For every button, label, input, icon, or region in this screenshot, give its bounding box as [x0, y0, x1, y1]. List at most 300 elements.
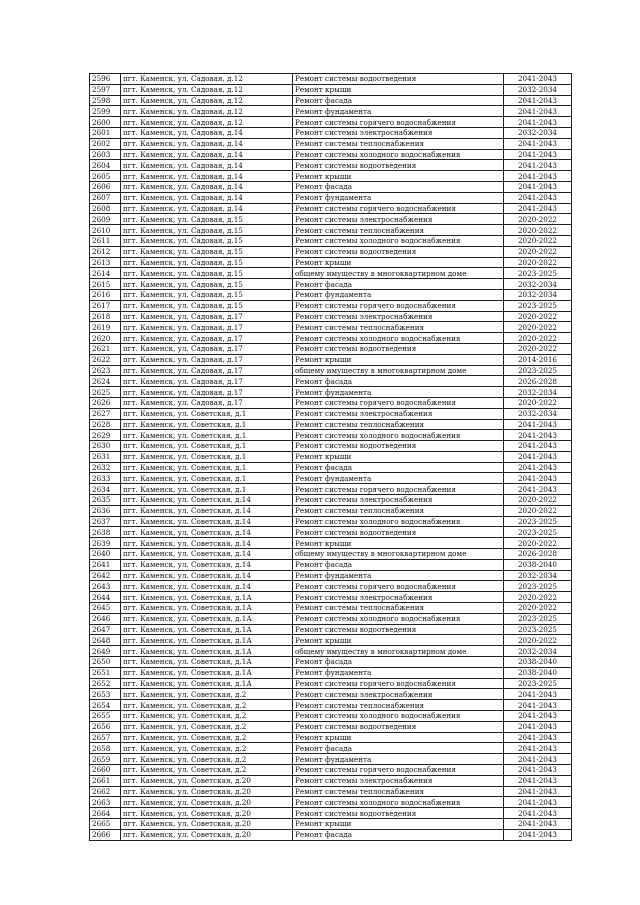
table-row [90, 246, 572, 257]
house-address-cell: пгт. Каменск, ул. Садовая, д.12 [121, 95, 293, 106]
row-number-cell: 2658 [90, 743, 121, 754]
repair-period-cell: 2041-2043 [504, 138, 572, 149]
row-number-cell: 2602 [90, 138, 121, 149]
table-row [90, 732, 572, 743]
repair-period-cell: 2020-2022 [504, 592, 572, 603]
repair-type-cell: Ремонт системы горячего водоснабжения [293, 484, 504, 495]
row-number-cell: 2600 [90, 117, 121, 128]
row-number-cell: 2606 [90, 181, 121, 192]
row-number-cell: 2662 [90, 786, 121, 797]
house-address-cell: пгт. Каменск, ул. Советская, д.2 [121, 689, 293, 700]
house-address-cell: пгт. Каменск, ул. Садовая, д.14 [121, 138, 293, 149]
house-address-cell: пгт. Каменск, ул. Советская, д.2 [121, 732, 293, 743]
row-number-cell: 2649 [90, 646, 121, 657]
repair-period-cell: 2023-2025 [504, 624, 572, 635]
house-address-cell: пгт. Каменск, ул. Садовая, д.17 [121, 354, 293, 365]
row-number-cell: 2665 [90, 818, 121, 829]
repair-period-cell: 2041-2043 [504, 171, 572, 182]
house-address-cell: пгт. Каменск, ул. Садовая, д.15 [121, 225, 293, 236]
house-address-cell: пгт. Каменск, ул. Советская, д.2 [121, 721, 293, 732]
table-row [90, 235, 572, 246]
repair-type-cell: Ремонт системы холодного водоснабжения [293, 711, 504, 722]
repair-period-cell: 2041-2043 [504, 441, 572, 452]
repair-type-cell: Ремонт крыши [293, 635, 504, 646]
repair-type-cell: Ремонт фундамента [293, 106, 504, 117]
repair-period-cell: 2041-2043 [504, 732, 572, 743]
repair-type-cell: Ремонт системы холодного водоснабжения [293, 613, 504, 624]
repair-type-cell: Ремонт фасада [293, 743, 504, 754]
repair-type-cell: Ремонт фундамента [293, 473, 504, 484]
row-number-cell: 2639 [90, 538, 121, 549]
table-row [90, 203, 572, 214]
repair-type-cell: Ремонт системы электроснабжения [293, 592, 504, 603]
repair-period-cell: 2020-2022 [504, 538, 572, 549]
row-number-cell: 2623 [90, 365, 121, 376]
house-address-cell: пгт. Каменск, ул. Садовая, д.17 [121, 322, 293, 333]
house-address-cell: пгт. Каменск, ул. Советская, д.1 [121, 473, 293, 484]
row-number-cell: 2663 [90, 797, 121, 808]
repair-type-cell: Ремонт системы горячего водоснабжения [293, 203, 504, 214]
repair-type-cell: Ремонт системы водоотведения [293, 624, 504, 635]
table-row [90, 225, 572, 236]
table-row [90, 711, 572, 722]
table-row [90, 657, 572, 668]
table-row [90, 721, 572, 732]
house-address-cell: пгт. Каменск, ул. Советская, д.14 [121, 559, 293, 570]
house-address-cell: пгт. Каменск, ул. Садовая, д.14 [121, 192, 293, 203]
house-address-cell: пгт. Каменск, ул. Советская, д.1 [121, 484, 293, 495]
table-row [90, 451, 572, 462]
row-number-cell: 2620 [90, 333, 121, 344]
table-row [90, 538, 572, 549]
repair-type-cell: Ремонт системы горячего водоснабжения [293, 117, 504, 128]
house-address-cell: пгт. Каменск, ул. Садовая, д.15 [121, 257, 293, 268]
repair-period-cell: 2020-2022 [504, 246, 572, 257]
house-address-cell: пгт. Каменск, ул. Садовая, д.12 [121, 84, 293, 95]
row-number-cell: 2611 [90, 235, 121, 246]
repair-period-cell: 2032-2034 [504, 127, 572, 138]
table-row [90, 624, 572, 635]
row-number-cell: 2608 [90, 203, 121, 214]
house-address-cell: пгт. Каменск, ул. Советская, д.1 [121, 430, 293, 441]
table-row [90, 765, 572, 776]
table-row [90, 775, 572, 786]
row-number-cell: 2617 [90, 300, 121, 311]
house-address-cell: пгт. Каменск, ул. Садовая, д.14 [121, 171, 293, 182]
row-number-cell: 2615 [90, 279, 121, 290]
row-number-cell: 2636 [90, 505, 121, 516]
repair-type-cell: Ремонт фундамента [293, 289, 504, 300]
row-number-cell: 2634 [90, 484, 121, 495]
repair-type-cell: Ремонт крыши [293, 354, 504, 365]
row-number-cell: 2605 [90, 171, 121, 182]
house-address-cell: пгт. Каменск, ул. Советская, д.14 [121, 527, 293, 538]
row-number-cell: 2646 [90, 613, 121, 624]
repair-type-cell: Ремонт системы теплоснабжения [293, 700, 504, 711]
repair-type-cell: общему имуществу в многоквартирном доме [293, 365, 504, 376]
row-number-cell: 2622 [90, 354, 121, 365]
table-row [90, 603, 572, 614]
repair-type-cell: Ремонт фундамента [293, 570, 504, 581]
row-number-cell: 2626 [90, 397, 121, 408]
repair-type-cell: общему имуществу в многоквартирном доме [293, 549, 504, 560]
row-number-cell: 2601 [90, 127, 121, 138]
repair-period-cell: 2020-2022 [504, 495, 572, 506]
house-address-cell: пгт. Каменск, ул. Советская, д.20 [121, 829, 293, 840]
table-row [90, 678, 572, 689]
house-address-cell: пгт. Каменск, ул. Советская, д.1 [121, 408, 293, 419]
row-number-cell: 2641 [90, 559, 121, 570]
table-row [90, 635, 572, 646]
repair-type-cell: Ремонт системы холодного водоснабжения [293, 797, 504, 808]
repair-period-cell: 2041-2043 [504, 149, 572, 160]
repair-type-cell: Ремонт фасада [293, 462, 504, 473]
table-row [90, 376, 572, 387]
house-address-cell: пгт. Каменск, ул. Советская, д.20 [121, 786, 293, 797]
table-row [90, 592, 572, 603]
table-row [90, 311, 572, 322]
row-number-cell: 2607 [90, 192, 121, 203]
table-row [90, 516, 572, 527]
table-row [90, 84, 572, 95]
row-number-cell: 2650 [90, 657, 121, 668]
repair-period-cell: 2020-2022 [504, 397, 572, 408]
house-address-cell: пгт. Каменск, ул. Советская, д.14 [121, 549, 293, 560]
house-address-cell: пгт. Каменск, ул. Садовая, д.15 [121, 279, 293, 290]
repair-type-cell: Ремонт системы электроснабжения [293, 127, 504, 138]
house-address-cell: пгт. Каменск, ул. Советская, д.1А [121, 678, 293, 689]
repair-period-cell: 2023-2025 [504, 516, 572, 527]
repair-type-cell: Ремонт системы холодного водоснабжения [293, 149, 504, 160]
repair-type-cell: Ремонт системы водоотведения [293, 808, 504, 819]
row-number-cell: 2645 [90, 603, 121, 614]
repair-period-cell: 2020-2022 [504, 603, 572, 614]
table-row [90, 289, 572, 300]
row-number-cell: 2614 [90, 268, 121, 279]
repair-period-cell: 2020-2022 [504, 257, 572, 268]
table-row [90, 160, 572, 171]
house-address-cell: пгт. Каменск, ул. Советская, д.2 [121, 743, 293, 754]
table-row [90, 570, 572, 581]
repair-period-cell: 2041-2043 [504, 829, 572, 840]
row-number-cell: 2664 [90, 808, 121, 819]
house-address-cell: пгт. Каменск, ул. Советская, д.1 [121, 441, 293, 452]
repair-period-cell: 2041-2043 [504, 786, 572, 797]
repair-period-cell: 2041-2043 [504, 721, 572, 732]
repair-period-cell: 2032-2034 [504, 84, 572, 95]
table-row [90, 829, 572, 840]
repair-period-cell: 2020-2022 [504, 235, 572, 246]
table-row [90, 171, 572, 182]
repair-period-cell: 2038-2040 [504, 657, 572, 668]
house-address-cell: пгт. Каменск, ул. Садовая, д.14 [121, 203, 293, 214]
repair-period-cell: 2023-2025 [504, 268, 572, 279]
row-number-cell: 2638 [90, 527, 121, 538]
repair-type-cell: Ремонт системы электроснабжения [293, 408, 504, 419]
repair-type-cell: Ремонт системы горячего водоснабжения [293, 678, 504, 689]
repair-period-cell: 2023-2025 [504, 613, 572, 624]
house-address-cell: пгт. Каменск, ул. Советская, д.1А [121, 646, 293, 657]
table-body [90, 74, 572, 841]
repair-type-cell: Ремонт системы водоотведения [293, 721, 504, 732]
repair-period-cell: 2041-2043 [504, 711, 572, 722]
repair-type-cell: Ремонт системы теплоснабжения [293, 225, 504, 236]
repair-type-cell: Ремонт фундамента [293, 667, 504, 678]
repair-period-cell: 2041-2043 [504, 473, 572, 484]
house-address-cell: пгт. Каменск, ул. Советская, д.20 [121, 797, 293, 808]
repair-type-cell: Ремонт системы электроснабжения [293, 775, 504, 786]
row-number-cell: 2621 [90, 343, 121, 354]
row-number-cell: 2644 [90, 592, 121, 603]
table-row [90, 505, 572, 516]
table-row [90, 268, 572, 279]
row-number-cell: 2596 [90, 74, 121, 85]
house-address-cell: пгт. Каменск, ул. Советская, д.2 [121, 700, 293, 711]
row-number-cell: 2627 [90, 408, 121, 419]
repair-period-cell: 2020-2022 [504, 311, 572, 322]
house-address-cell: пгт. Каменск, ул. Советская, д.2 [121, 754, 293, 765]
table-row [90, 279, 572, 290]
repair-type-cell: Ремонт системы электроснабжения [293, 495, 504, 506]
house-address-cell: пгт. Каменск, ул. Садовая, д.15 [121, 289, 293, 300]
repair-period-cell: 2041-2043 [504, 192, 572, 203]
row-number-cell: 2597 [90, 84, 121, 95]
repair-type-cell: Ремонт системы холодного водоснабжения [293, 333, 504, 344]
repair-type-cell: Ремонт системы горячего водоснабжения [293, 765, 504, 776]
row-number-cell: 2655 [90, 711, 121, 722]
repair-type-cell: Ремонт крыши [293, 818, 504, 829]
house-address-cell: пгт. Каменск, ул. Советская, д.20 [121, 775, 293, 786]
repair-period-cell: 2041-2043 [504, 797, 572, 808]
row-number-cell: 2630 [90, 441, 121, 452]
house-address-cell: пгт. Каменск, ул. Советская, д.1А [121, 624, 293, 635]
house-address-cell: пгт. Каменск, ул. Советская, д.2 [121, 711, 293, 722]
house-address-cell: пгт. Каменск, ул. Садовая, д.12 [121, 117, 293, 128]
repair-type-cell: Ремонт системы водоотведения [293, 246, 504, 257]
house-address-cell: пгт. Каменск, ул. Советская, д.1 [121, 419, 293, 430]
repair-period-cell: 2026-2028 [504, 376, 572, 387]
table-row [90, 181, 572, 192]
repair-type-cell: Ремонт фундамента [293, 192, 504, 203]
repair-period-cell: 2041-2043 [504, 74, 572, 85]
house-address-cell: пгт. Каменск, ул. Садовая, д.12 [121, 106, 293, 117]
table-row [90, 786, 572, 797]
table-row [90, 484, 572, 495]
row-number-cell: 2613 [90, 257, 121, 268]
house-address-cell: пгт. Каменск, ул. Садовая, д.17 [121, 387, 293, 398]
repair-period-cell: 2041-2043 [504, 818, 572, 829]
repair-period-cell: 2032-2034 [504, 570, 572, 581]
table-row [90, 192, 572, 203]
row-number-cell: 2619 [90, 322, 121, 333]
repair-type-cell: Ремонт фасада [293, 376, 504, 387]
row-number-cell: 2648 [90, 635, 121, 646]
repair-type-cell: Ремонт системы теплоснабжения [293, 505, 504, 516]
house-address-cell: пгт. Каменск, ул. Советская, д.1А [121, 635, 293, 646]
table-row [90, 214, 572, 225]
house-address-cell: пгт. Каменск, ул. Садовая, д.17 [121, 376, 293, 387]
house-address-cell: пгт. Каменск, ул. Советская, д.14 [121, 505, 293, 516]
repair-period-cell: 2020-2022 [504, 225, 572, 236]
table-row [90, 387, 572, 398]
row-number-cell: 2647 [90, 624, 121, 635]
row-number-cell: 2661 [90, 775, 121, 786]
table-row [90, 343, 572, 354]
row-number-cell: 2610 [90, 225, 121, 236]
table-row [90, 613, 572, 624]
house-address-cell: пгт. Каменск, ул. Советская, д.1А [121, 667, 293, 678]
table-row [90, 441, 572, 452]
repair-type-cell: Ремонт крыши [293, 257, 504, 268]
table-row [90, 743, 572, 754]
repair-period-cell: 2020-2022 [504, 333, 572, 344]
repair-type-cell: Ремонт фасада [293, 95, 504, 106]
repair-type-cell: Ремонт системы теплоснабжения [293, 603, 504, 614]
row-number-cell: 2652 [90, 678, 121, 689]
repair-period-cell: 2032-2034 [504, 387, 572, 398]
repair-type-cell: Ремонт системы теплоснабжения [293, 419, 504, 430]
repair-period-cell: 2041-2043 [504, 700, 572, 711]
house-address-cell: пгт. Каменск, ул. Советская, д.14 [121, 538, 293, 549]
table-row [90, 365, 572, 376]
house-address-cell: пгт. Каменск, ул. Советская, д.14 [121, 495, 293, 506]
row-number-cell: 2651 [90, 667, 121, 678]
repair-type-cell: Ремонт системы электроснабжения [293, 214, 504, 225]
house-address-cell: пгт. Каменск, ул. Советская, д.2 [121, 765, 293, 776]
house-address-cell: пгт. Каменск, ул. Советская, д.14 [121, 516, 293, 527]
table-row [90, 495, 572, 506]
house-address-cell: пгт. Каменск, ул. Садовая, д.17 [121, 397, 293, 408]
repair-period-cell: 2020-2022 [504, 322, 572, 333]
house-address-cell: пгт. Каменск, ул. Садовая, д.15 [121, 268, 293, 279]
table-row [90, 354, 572, 365]
row-number-cell: 2631 [90, 451, 121, 462]
repair-period-cell: 2038-2040 [504, 667, 572, 678]
row-number-cell: 2604 [90, 160, 121, 171]
house-address-cell: пгт. Каменск, ул. Садовая, д.14 [121, 149, 293, 160]
row-number-cell: 2599 [90, 106, 121, 117]
house-address-cell: пгт. Каменск, ул. Садовая, д.17 [121, 333, 293, 344]
house-address-cell: пгт. Каменск, ул. Советская, д.1 [121, 462, 293, 473]
repair-type-cell: Ремонт системы электроснабжения [293, 689, 504, 700]
table-row [90, 581, 572, 592]
repair-period-cell: 2041-2043 [504, 808, 572, 819]
repair-type-cell: Ремонт системы водоотведения [293, 343, 504, 354]
house-address-cell: пгт. Каменск, ул. Советская, д.1 [121, 451, 293, 462]
repair-period-cell: 2020-2022 [504, 635, 572, 646]
repair-period-cell: 2041-2043 [504, 160, 572, 171]
repair-period-cell: 2041-2043 [504, 451, 572, 462]
table-row [90, 408, 572, 419]
table-row [90, 257, 572, 268]
row-number-cell: 2616 [90, 289, 121, 300]
repair-type-cell: Ремонт фундамента [293, 387, 504, 398]
repair-type-cell: Ремонт системы водоотведения [293, 527, 504, 538]
table-row [90, 700, 572, 711]
repair-period-cell: 2041-2043 [504, 743, 572, 754]
house-address-cell: пгт. Каменск, ул. Садовая, д.17 [121, 311, 293, 322]
repair-type-cell: Ремонт системы теплоснабжения [293, 786, 504, 797]
repair-type-cell: Ремонт системы горячего водоснабжения [293, 581, 504, 592]
house-address-cell: пгт. Каменск, ул. Садовая, д.17 [121, 343, 293, 354]
repair-type-cell: Ремонт системы горячего водоснабжения [293, 300, 504, 311]
row-number-cell: 2603 [90, 149, 121, 160]
table-row [90, 808, 572, 819]
repair-type-cell: Ремонт фасада [293, 829, 504, 840]
house-address-cell: пгт. Каменск, ул. Советская, д.1А [121, 592, 293, 603]
table-row [90, 300, 572, 311]
house-address-cell: пгт. Каменск, ул. Садовая, д.17 [121, 365, 293, 376]
repair-period-cell: 2041-2043 [504, 181, 572, 192]
repair-period-cell: 2041-2043 [504, 775, 572, 786]
repair-period-cell: 2020-2022 [504, 343, 572, 354]
house-address-cell: пгт. Каменск, ул. Советская, д.14 [121, 570, 293, 581]
repair-period-cell: 2032-2034 [504, 646, 572, 657]
repair-period-cell: 2023-2025 [504, 300, 572, 311]
repair-type-cell: Ремонт фасада [293, 279, 504, 290]
table-row [90, 149, 572, 160]
row-number-cell: 2635 [90, 495, 121, 506]
table-row [90, 138, 572, 149]
table-row [90, 95, 572, 106]
table-row [90, 797, 572, 808]
repair-period-cell: 2023-2025 [504, 365, 572, 376]
house-address-cell: пгт. Каменск, ул. Советская, д.20 [121, 808, 293, 819]
table-row [90, 117, 572, 128]
repair-type-cell: Ремонт системы электроснабжения [293, 311, 504, 322]
table-row [90, 74, 572, 85]
repair-type-cell: Ремонт системы теплоснабжения [293, 322, 504, 333]
house-address-cell: пгт. Каменск, ул. Советская, д.1А [121, 657, 293, 668]
repair-period-cell: 2023-2025 [504, 527, 572, 538]
repair-type-cell: Ремонт системы водоотведения [293, 160, 504, 171]
row-number-cell: 2640 [90, 549, 121, 560]
house-address-cell: пгт. Каменск, ул. Садовая, д.15 [121, 214, 293, 225]
row-number-cell: 2656 [90, 721, 121, 732]
repair-period-cell: 2041-2043 [504, 462, 572, 473]
table-row [90, 689, 572, 700]
repair-type-cell: общему имуществу в многоквартирном доме [293, 268, 504, 279]
repair-period-cell: 2014-2016 [504, 354, 572, 365]
repair-type-cell: Ремонт крыши [293, 451, 504, 462]
repair-type-cell: Ремонт фасада [293, 181, 504, 192]
repair-period-cell: 2041-2043 [504, 765, 572, 776]
repair-type-cell: Ремонт системы водоотведения [293, 74, 504, 85]
repair-period-cell: 2023-2025 [504, 581, 572, 592]
table-row [90, 322, 572, 333]
repair-type-cell: Ремонт системы горячего водоснабжения [293, 397, 504, 408]
repair-period-cell: 2041-2043 [504, 106, 572, 117]
table-row [90, 527, 572, 538]
row-number-cell: 2598 [90, 95, 121, 106]
row-number-cell: 2643 [90, 581, 121, 592]
row-number-cell: 2612 [90, 246, 121, 257]
repair-schedule-table [89, 73, 572, 841]
table-row [90, 559, 572, 570]
house-address-cell: пгт. Каменск, ул. Советская, д.1А [121, 603, 293, 614]
house-address-cell: пгт. Каменск, ул. Садовая, д.14 [121, 160, 293, 171]
repair-period-cell: 2041-2043 [504, 484, 572, 495]
table-row [90, 106, 572, 117]
repair-type-cell: Ремонт фундамента [293, 754, 504, 765]
repair-period-cell: 2023-2025 [504, 678, 572, 689]
row-number-cell: 2609 [90, 214, 121, 225]
house-address-cell: пгт. Каменск, ул. Садовая, д.14 [121, 181, 293, 192]
table-row [90, 462, 572, 473]
row-number-cell: 2628 [90, 419, 121, 430]
repair-period-cell: 2041-2043 [504, 203, 572, 214]
row-number-cell: 2660 [90, 765, 121, 776]
